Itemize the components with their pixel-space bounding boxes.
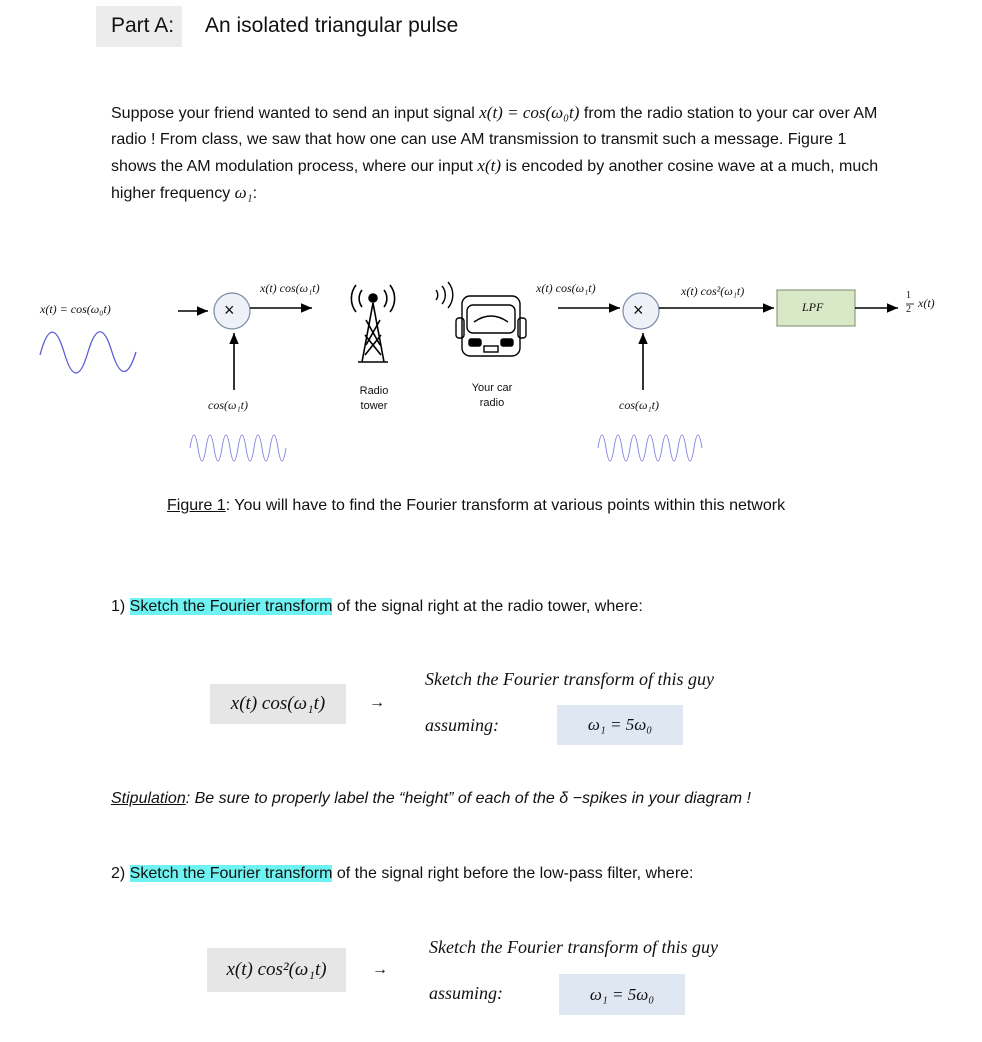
output-fraction-numerator: 1: [906, 290, 911, 301]
question-1-expression: x(t) cos(ω₁t): [210, 684, 346, 724]
intro-math-2: x(t): [477, 156, 502, 175]
question-2-text: of the signal right before the low-pass filter, where:: [332, 865, 694, 882]
input-signal-label: x(t) = cos(ω₀t): [40, 302, 111, 316]
mixer-2-input-label: x(t) cos(ω₁t): [536, 281, 596, 295]
intro-math-3: ω₁: [234, 183, 253, 202]
mixer-1-output-label: x(t) cos(ω₁t): [260, 281, 320, 295]
question-2: [111, 865, 694, 883]
part-title: An isolated triangular pulse: [205, 14, 459, 37]
intro-text-4: :: [252, 185, 258, 202]
question-1-text: of the signal right at the radio tower, where:: [332, 598, 643, 615]
figure-caption-prefix: Figure 1: [167, 497, 226, 514]
input-sine-wave: [40, 332, 136, 373]
stipulation: [111, 790, 751, 808]
mixer-1-symbol: ×: [224, 300, 235, 320]
question-2-highlight: Sketch the Fourier transform: [129, 865, 333, 882]
lpf-label: LPF: [802, 300, 824, 314]
question-1-sketch-text: Sketch the Fourier transform of this guy: [425, 669, 714, 689]
output-fraction-denominator: 2: [906, 304, 911, 315]
output-signal-label: x(t): [918, 296, 935, 310]
question-2-sketch-text: Sketch the Fourier transform of this guy: [429, 937, 718, 957]
mixer-2-carrier-label: cos(ω₁t): [619, 398, 659, 412]
car-icon: [436, 282, 526, 356]
question-1: [111, 598, 643, 616]
intro-math-1: x(t) = cos(ω₀t): [479, 103, 580, 122]
intro-text-3: is encoded by another cosine wave at a much, much higher frequency: [111, 158, 879, 202]
question-2-arrow: →: [372, 961, 388, 978]
intro-text-1: Suppose your friend wanted to send an input signal: [111, 105, 480, 122]
stipulation-text: : Be sure to properly label the “height” of each of the δ −spikes in your diagram !: [185, 790, 751, 807]
stipulation-label: Stipulation: [111, 790, 186, 807]
question-1-condition: ω₁ = 5ω₀: [557, 705, 683, 745]
question-2-assuming: assuming:: [429, 983, 504, 1003]
carrier-wave-2: [598, 435, 702, 461]
question-1-number: 1): [111, 598, 130, 615]
car-radio-label: Your car radio: [471, 382, 513, 409]
mixer-2-symbol: ×: [633, 300, 644, 320]
mixer-2-output-label: x(t) cos²(ω₁t): [681, 284, 745, 298]
question-1-highlight: Sketch the Fourier transform: [129, 598, 333, 615]
question-1-arrow: →: [369, 694, 385, 711]
figure-caption-text: : You will have to find the Fourier transform at various points within this network: [225, 497, 786, 514]
radio-tower-icon: [351, 285, 394, 362]
carrier-wave-1: [190, 435, 286, 461]
intro-text-2: from the radio station to your car over AM radio ! From class, we saw that how one can use AM transmission to transmit such a message. Figure 1 shows the AM modulation process, where our input: [111, 105, 878, 175]
question-1-assuming: assuming:: [425, 715, 500, 735]
part-label: Part A:: [111, 14, 175, 37]
question-2-number: 2): [111, 865, 130, 882]
figure-caption: [167, 497, 785, 515]
question-2-condition: ω₁ = 5ω₀: [559, 974, 685, 1015]
question-2-expression: x(t) cos²(ω₁t): [207, 948, 346, 992]
mixer-1-carrier-label: cos(ω₁t): [208, 398, 248, 412]
radio-tower-label: Radio tower: [359, 385, 389, 412]
